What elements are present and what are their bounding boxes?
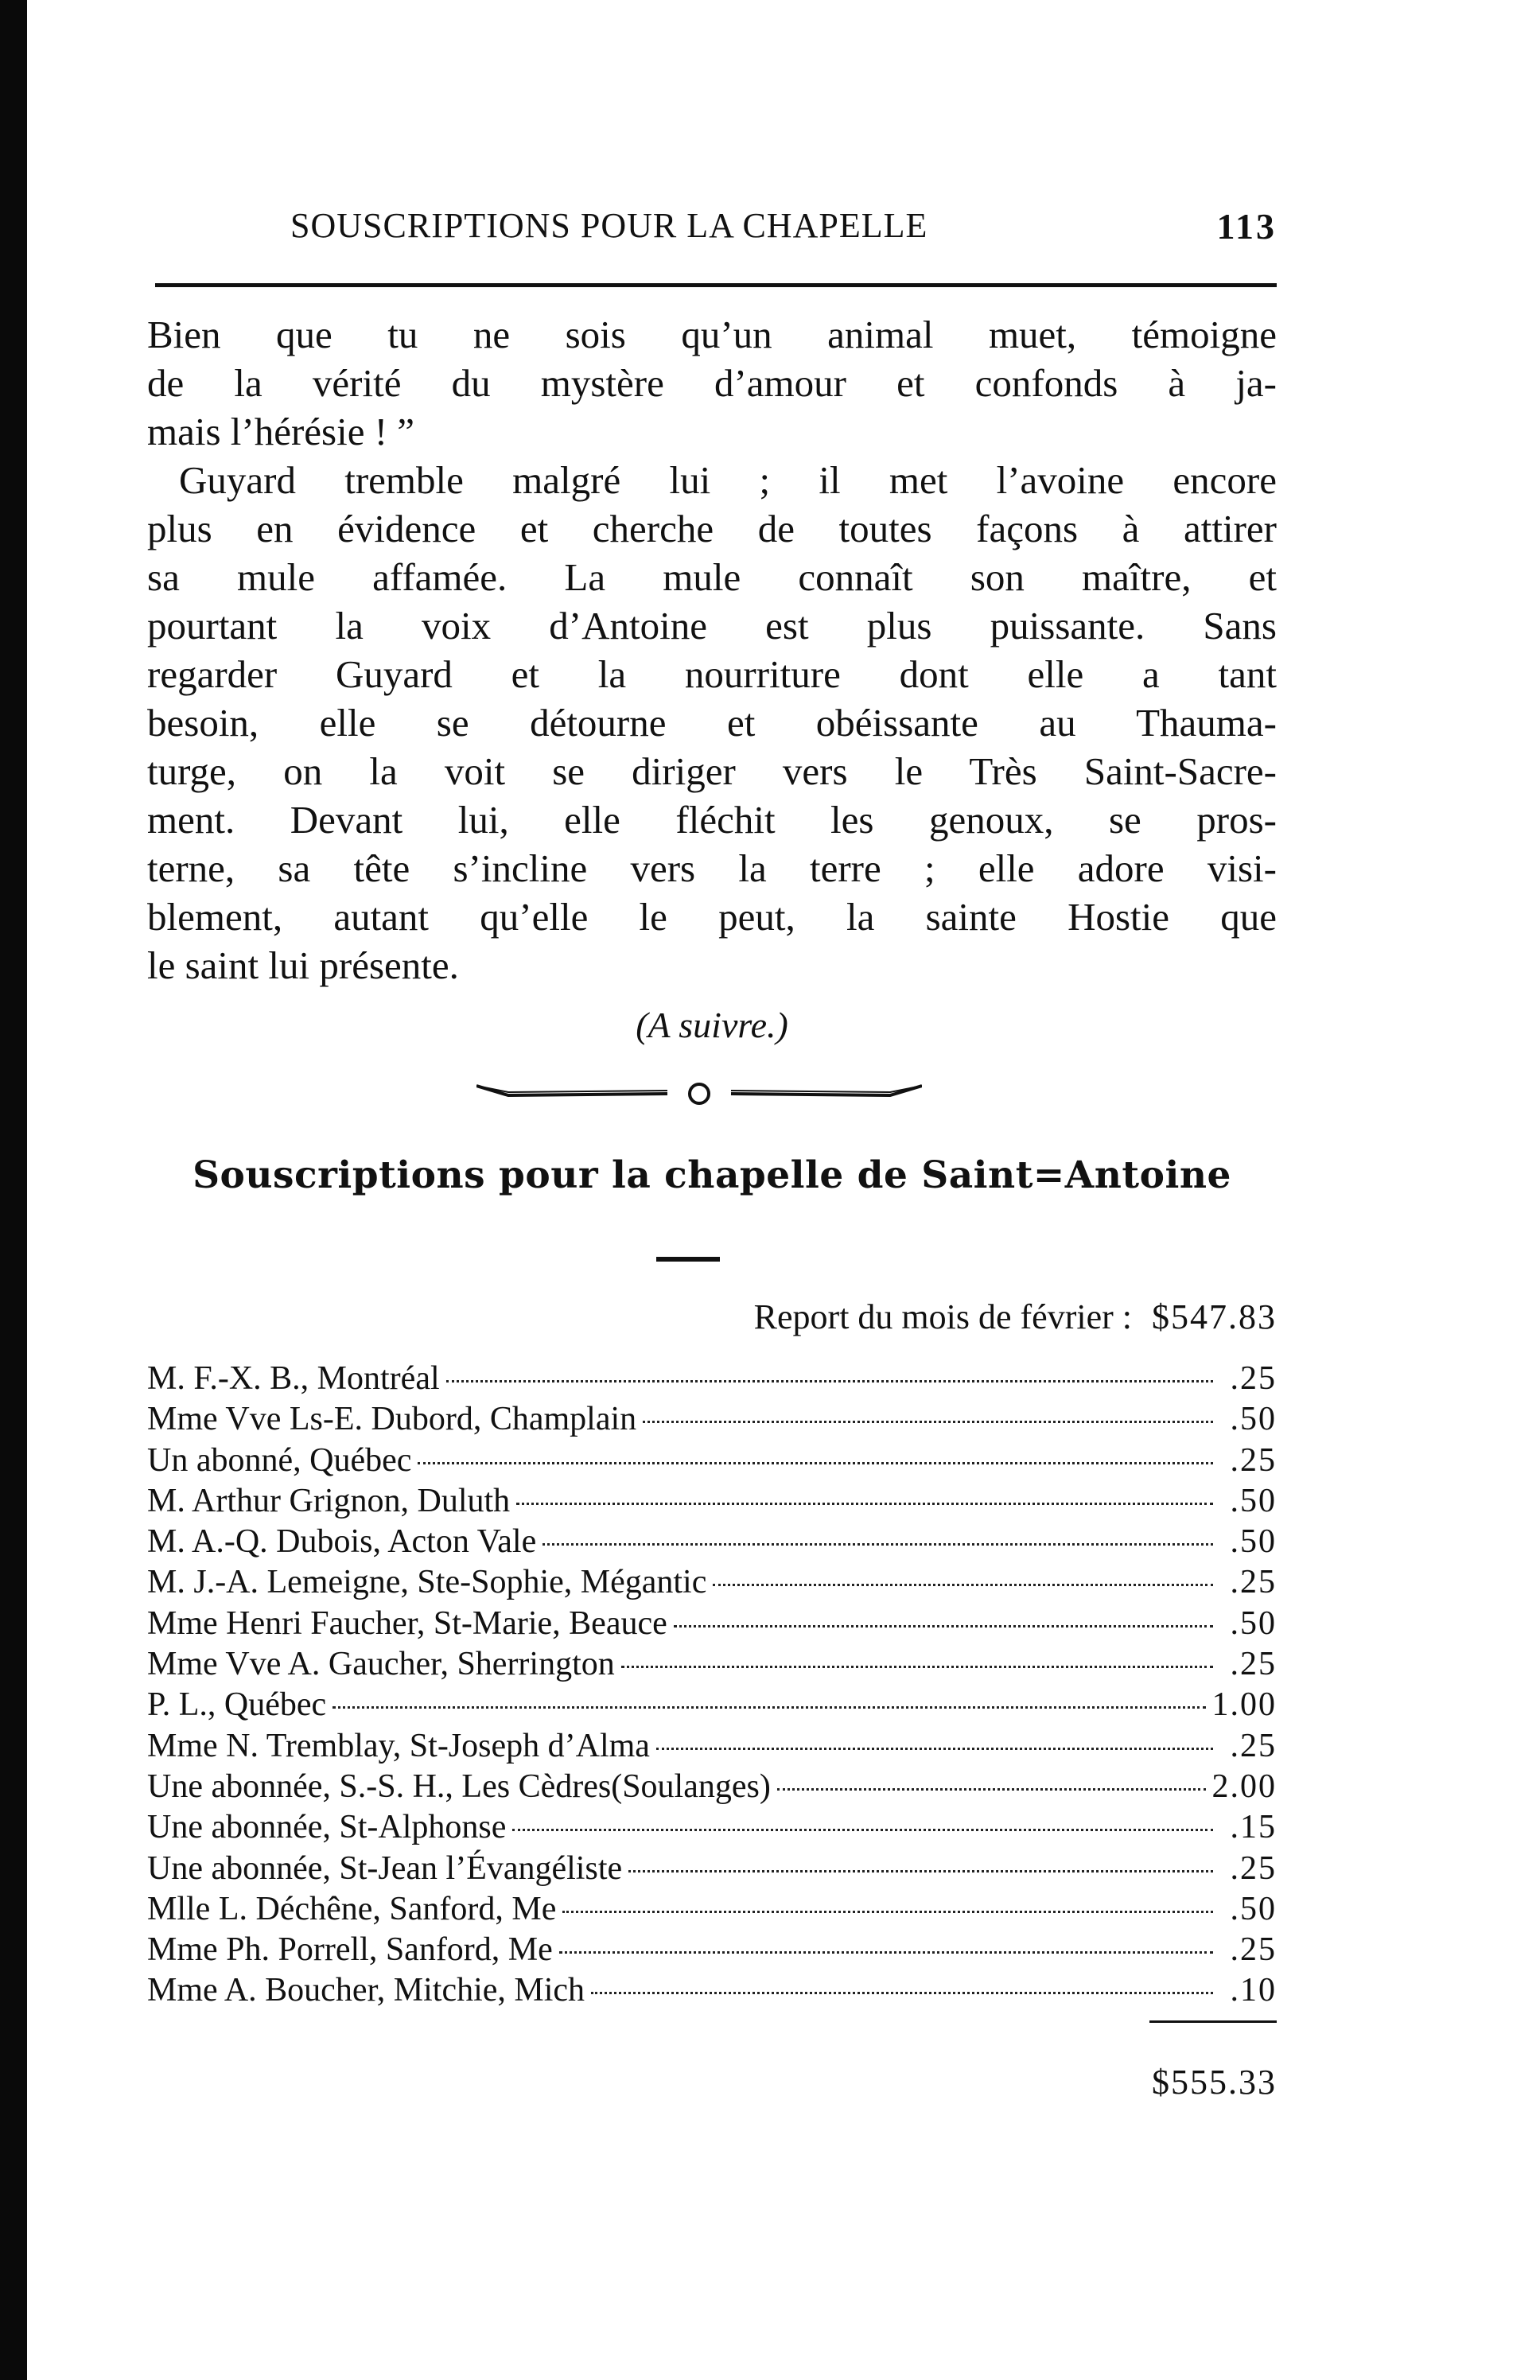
subscriber-name: Une abonnée, S.-S. H., Les Cèdres(Soulanges) [147, 1768, 771, 1805]
subscription-row [147, 1685, 1277, 1725]
subscription-amount: .50 [1230, 1401, 1277, 1438]
dot-leader [559, 1951, 1213, 1954]
subscription-amount: .25 [1230, 1441, 1277, 1479]
subscription-row [147, 1930, 1277, 1970]
subscriber-name: Un abonné, Québec [147, 1441, 412, 1479]
text-line: pourtant la voix d’Antoine est plus puissante. Sans [147, 604, 1277, 648]
text-line: turge, on la voit se diriger vers le Très Saint-Sacre- [147, 749, 1277, 793]
subscriber-name: Mlle L. Déchêne, Sanford, Me [147, 1890, 557, 1927]
dot-leader [542, 1543, 1213, 1546]
subscription-amount: .50 [1230, 1482, 1277, 1519]
text-line: sa mule affamée. La mule connaît son maître, et [147, 555, 1277, 599]
report-amount: $547.83 [1152, 1297, 1277, 1336]
dot-leader [777, 1788, 1206, 1791]
subscriber-name: Mme A. Boucher, Mitchie, Mich [147, 1972, 585, 2009]
subscription-amount: 1.00 [1211, 1686, 1277, 1724]
subscription-amount: .50 [1230, 1523, 1277, 1561]
text-line: terne, sa tête s’incline vers la terre ; elle adore visi- [147, 846, 1277, 890]
subscription-row [147, 1481, 1277, 1522]
header-rule [155, 283, 1277, 287]
subscription-amount: .25 [1230, 1931, 1277, 1969]
subscription-row [147, 1849, 1277, 1889]
ornament-divider-icon [476, 1078, 922, 1110]
dot-leader [591, 1992, 1213, 1994]
subscriber-name: Mme Henri Faucher, St-Marie, Beauce [147, 1604, 667, 1642]
total-rule [1149, 2020, 1277, 2023]
dot-leader [516, 1503, 1213, 1505]
subscriber-name: M. F.-X. B., Montréal [147, 1360, 440, 1397]
subscription-amount: .15 [1230, 1809, 1277, 1846]
subscription-amount: .50 [1230, 1604, 1277, 1642]
subscription-amount: 2.00 [1211, 1768, 1277, 1805]
subscriber-name: Mme N. Tremblay, St-Joseph d’Alma [147, 1727, 650, 1764]
subscription-row [147, 1604, 1277, 1644]
body-text [147, 310, 1277, 990]
text-line: besoin, elle se détourne et obéissante au Thauma- [147, 701, 1277, 745]
binding-edge [0, 0, 27, 2380]
running-title: SOUSCRIPTIONS POUR LA CHAPELLE [290, 206, 928, 245]
subscription-amount: .25 [1230, 1849, 1277, 1887]
text-line: plus en évidence et cherche de toutes façons à attirer [147, 507, 1277, 550]
subscriber-name: M. A.-Q. Dubois, Acton Vale [147, 1523, 537, 1561]
subscription-amount: .50 [1230, 1890, 1277, 1927]
section-rule [656, 1257, 720, 1262]
text-line: Bien que tu ne sois qu’un animal muet, témoigne [147, 313, 1277, 356]
subscription-row [147, 1399, 1277, 1440]
subscriber-name: Mme Vve A. Gaucher, Sherrington [147, 1646, 615, 1683]
dot-leader [643, 1421, 1213, 1423]
dot-leader [418, 1462, 1213, 1464]
subscriber-name: Mme Ph. Porrell, Sanford, Me [147, 1931, 553, 1969]
text-line: regarder Guyard et la nourriture dont elle a tant [147, 652, 1277, 696]
subscription-row [147, 1644, 1277, 1685]
dot-leader [332, 1706, 1205, 1709]
text-line: mais l’hérésie ! ” [147, 410, 415, 453]
dot-leader [713, 1584, 1213, 1586]
report-line [754, 1297, 1277, 1337]
subscriber-name: Une abonnée, St-Jean l’Évangéliste [147, 1849, 623, 1887]
subscription-row [147, 1970, 1277, 2011]
section-title: Souscriptions pour la chapelle de Saint=Antoine [192, 1153, 1231, 1197]
subscription-amount: .10 [1230, 1972, 1277, 2009]
text-line: blement, autant qu’elle le peut, la sainte Hostie que [147, 895, 1277, 939]
text-line: le saint lui présente. [147, 943, 459, 987]
to-be-continued: (A suivre.) [636, 1005, 788, 1045]
report-label: Report du mois de février : [753, 1297, 1132, 1336]
subscription-amount: .25 [1230, 1646, 1277, 1683]
subscriber-name: P. L., Québec [147, 1686, 327, 1724]
subscription-row [147, 1441, 1277, 1481]
dot-leader [674, 1625, 1213, 1628]
subscription-row [147, 1889, 1277, 1930]
subscriber-name: M. Arthur Grignon, Duluth [147, 1482, 511, 1519]
dot-leader [562, 1911, 1213, 1913]
subscription-amount: .25 [1230, 1564, 1277, 1601]
subscription-list [147, 1359, 1277, 2012]
dot-leader [621, 1666, 1213, 1668]
text-line: Guyard tremble malgré lui ; il met l’avoine encore [179, 458, 1277, 502]
dot-leader [656, 1748, 1213, 1750]
subscription-amount: .25 [1230, 1360, 1277, 1397]
page-number: 113 [1216, 206, 1277, 247]
dot-leader [512, 1829, 1213, 1831]
subscription-row [147, 1522, 1277, 1562]
dot-leader [628, 1870, 1213, 1872]
text-line: ment. Devant lui, elle fléchit les genoux, se pros- [147, 798, 1277, 842]
page [147, 0, 1277, 2380]
total-amount: $555.33 [1152, 2063, 1277, 2102]
subscription-row [147, 1562, 1277, 1603]
subscription-row [147, 1359, 1277, 1399]
subscription-row [147, 1807, 1277, 1848]
subscription-row [147, 1767, 1277, 1807]
subscriber-name: Une abonnée, St-Alphonse [147, 1809, 507, 1846]
subscriber-name: M. J.-A. Lemeigne, Ste-Sophie, Mégantic [147, 1564, 707, 1601]
text-line: de la vérité du mystère d’amour et confonds à ja- [147, 361, 1277, 405]
subscriber-name: Mme Vve Ls-E. Dubord, Champlain [147, 1401, 637, 1438]
subscription-amount: .25 [1230, 1727, 1277, 1764]
dot-leader [446, 1380, 1213, 1382]
running-head [147, 205, 1277, 253]
subscription-row [147, 1726, 1277, 1767]
